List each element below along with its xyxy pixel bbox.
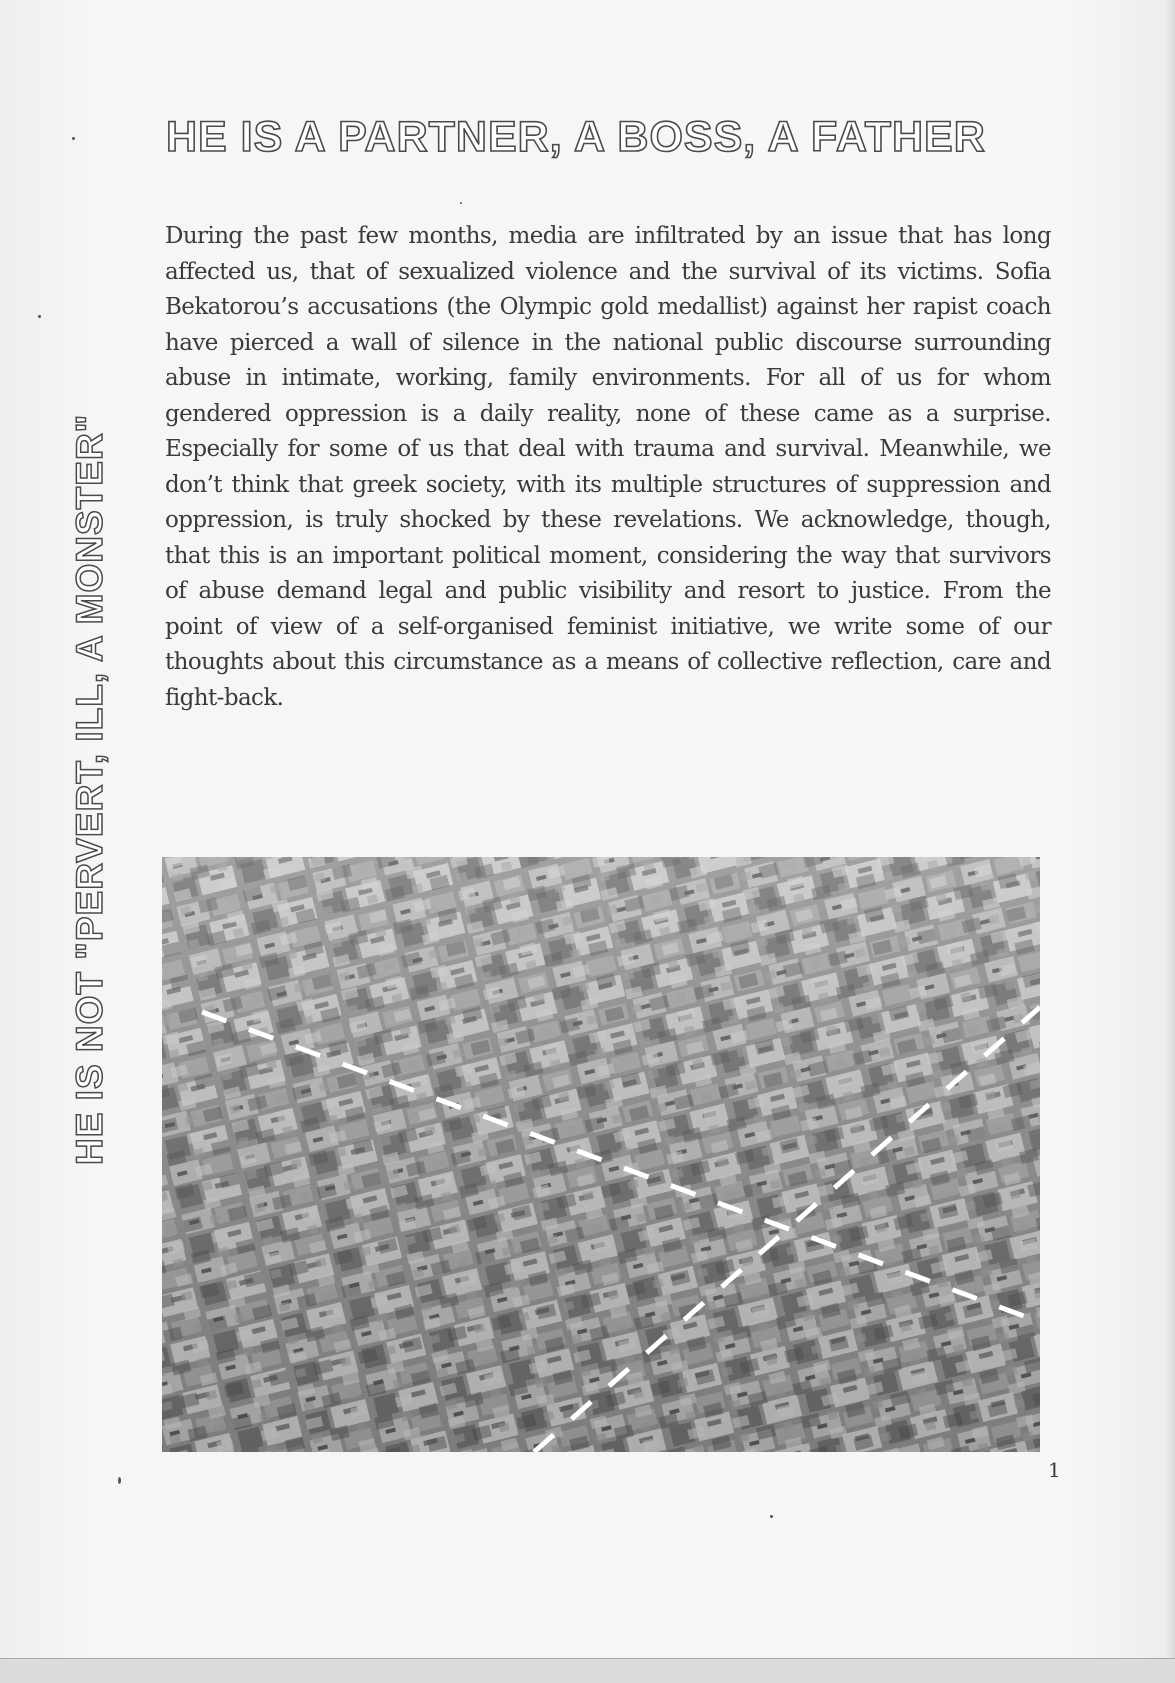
dust-speck	[460, 202, 462, 204]
dust-speck	[770, 1515, 773, 1518]
dust-speck	[118, 1477, 121, 1484]
page-number: 1	[1048, 1458, 1061, 1482]
page-headline: HE IS A PARTNER, A BOSS, A FATHER	[166, 113, 986, 161]
dust-speck	[72, 137, 75, 140]
city-aerial-photo	[162, 857, 1040, 1452]
body-paragraph: During the past few months, media are infiltrated by an issue that has long affected us, that of sexualized violence and the survival of its victims. Sofia Bekatorou’s accusations (the Olympic gold medallist) against her rapist coach have pierced a wall of silence in the national public discourse surrounding abuse in intimate, working, family environments. For all of us for whom gendered oppression is a daily reality, none of these came as a surprise. Especially for some of us that deal with trauma and survival. Meanwhile, we don’t think that greek society, with its multiple structures of suppression and oppression, is truly shocked by these revelations. We acknowledge, though, that this is an important political moment, considering the way that survivors of abuse demand legal and public visibility and resort to justice. From the point of view of a self-organised feminist initiative, we write some of our thoughts about this circumstance as a means of collective reflection, care and fight-back.	[165, 223, 1051, 711]
side-title: HE IS NOT "PERVERT, ILL, A MONSTER"	[69, 413, 110, 1165]
dust-speck	[38, 315, 41, 318]
page-bottom-edge	[0, 1658, 1175, 1683]
page-right-edge	[1165, 0, 1175, 1658]
